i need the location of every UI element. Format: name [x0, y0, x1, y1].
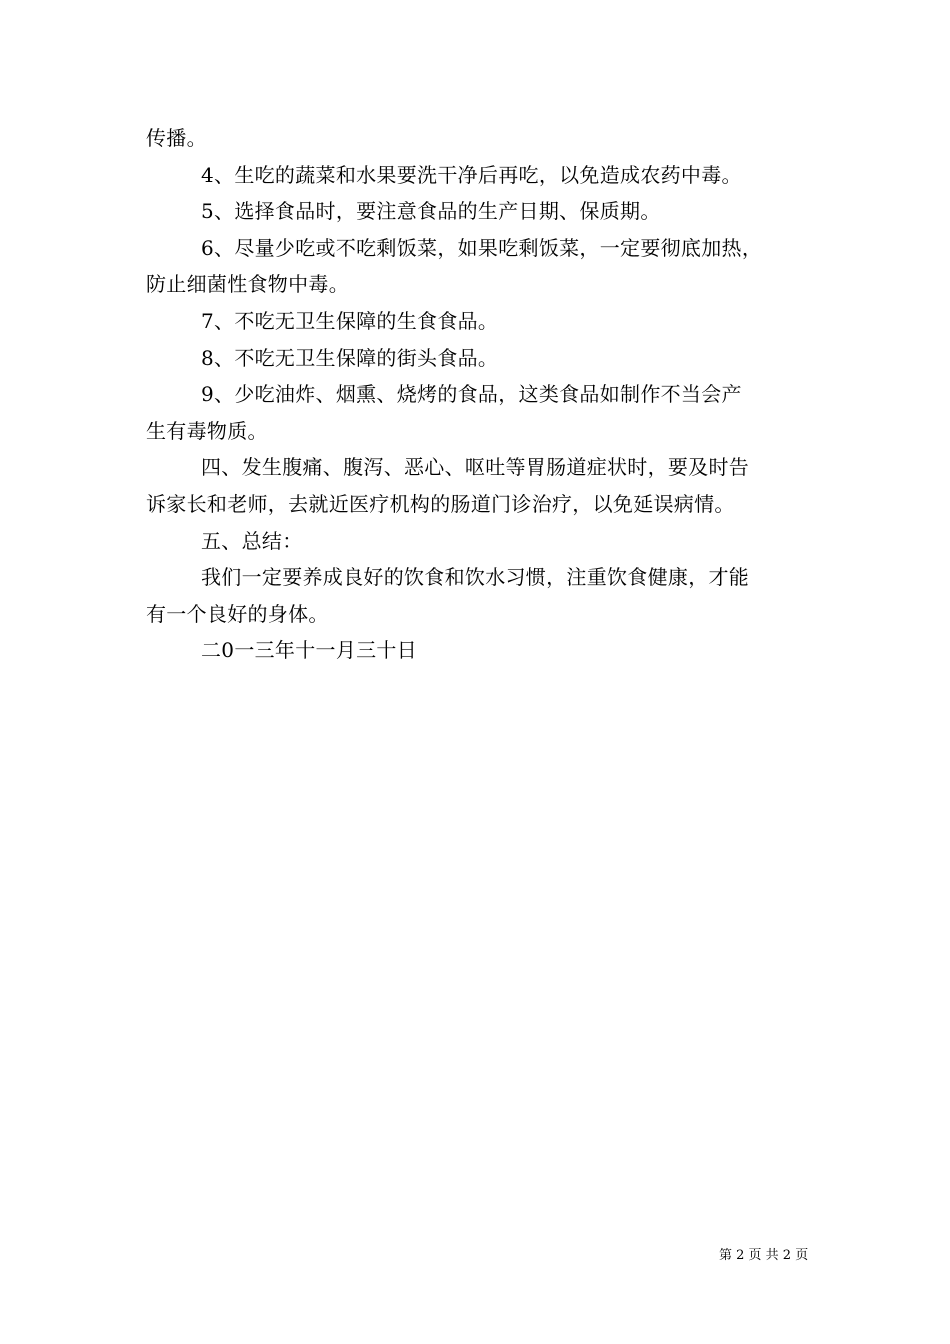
- text-line: 4、生吃的蔬菜和水果要洗干净后再吃，以免造成农药中毒。: [201, 162, 742, 187]
- text-line: 我们一定要养成良好的饮食和饮水习惯，注重饮食健康，才能: [201, 565, 750, 590]
- text-line: 8、不吃无卫生保障的街头食品。: [201, 345, 499, 370]
- text-line: 5、选择食品时，要注意食品的生产日期、保质期。: [201, 199, 661, 224]
- text-line: 生有毒物质。: [146, 418, 268, 443]
- document-body: [146, 120, 811, 669]
- text-line: 诉家长和老师，去就近医疗机构的肠道门诊治疗，以免延误病情。: [146, 491, 735, 516]
- text-line: 四、发生腹痛、腹泻、恶心、呕吐等胃肠道症状时，要及时告: [201, 455, 750, 480]
- page-number: 第 2 页 共 2 页: [719, 1248, 809, 1263]
- text-line: 6、尽量少吃或不吃剩饭菜，如果吃剩饭菜，一定要彻底加热，: [201, 235, 763, 260]
- text-line: 9、少吃油炸、烟熏、烧烤的食品，这类食品如制作不当会产: [201, 382, 742, 407]
- text-line: 有一个良好的身体。: [146, 601, 329, 626]
- text-line: 防止细菌性食物中毒。: [146, 272, 349, 297]
- date-line: 二0一三年十一月三十日: [201, 638, 418, 663]
- text-line: 7、不吃无卫生保障的生食食品。: [201, 308, 499, 333]
- section-heading: 五、总结：: [201, 528, 303, 553]
- text-line: 传播。: [146, 126, 207, 150]
